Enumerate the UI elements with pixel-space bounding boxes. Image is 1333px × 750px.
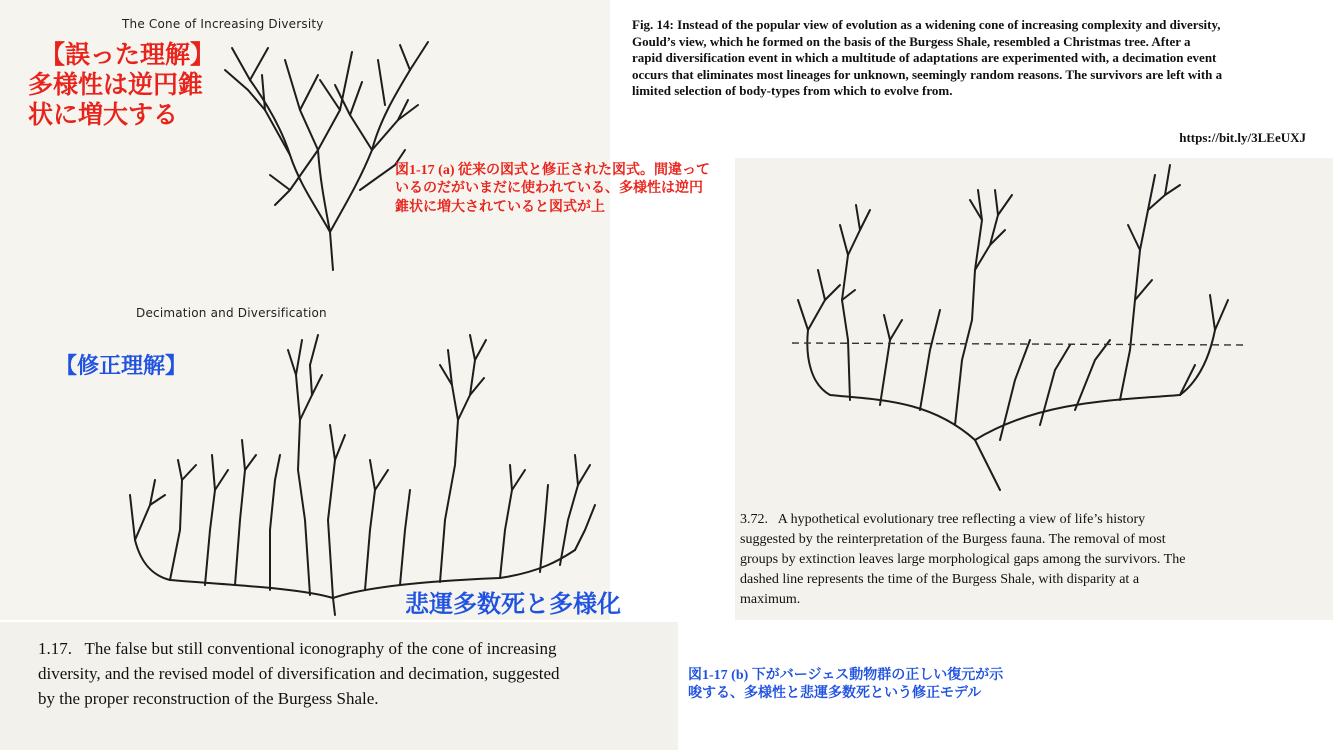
wrong-understanding-label xyxy=(28,40,216,130)
caption-3-72-line-3: groups by extinction leaves large morphological gaps among the survivors. The xyxy=(740,552,1186,567)
fig14-line-4: occurs that eliminates most lineages for unknown, seemingly random reasons. The survivors are left with a xyxy=(632,66,1223,82)
note-b-line-1: 図1-17 (b) 下がバージェス動物群の正しい復元が示 xyxy=(688,668,1004,683)
fig14-line-1: Fig. 14: Instead of the popular view of evolution as a widening cone of increasing complexity and diversity, xyxy=(632,17,1221,32)
figure-1-17-caption xyxy=(38,636,560,711)
fig14-line-2: Gould’s view, which he formed on the basis of the Burgess Shale, resembled a Christmas tree. After a xyxy=(632,33,1191,49)
caption-3-72-line-5: maximum. xyxy=(740,592,801,607)
decimation-diversification-label: 悲運多数死と多様化 xyxy=(405,590,621,618)
note-a-line-2: いるのだがいまだに使われている、多様性は逆円 xyxy=(395,181,703,197)
fig14-line-3: rapid diversification event in which a multitude of adaptations are experimented with, a decimation event xyxy=(632,50,1217,65)
caption-3-72-line-2: suggested by the reinterpretation of the Burgess fauna. The removal of most xyxy=(740,532,1166,547)
source-url: https://bit.ly/3LEeUXJ xyxy=(1179,130,1306,145)
note-a-line-3: 錐状に増大されていると図式が上 xyxy=(395,199,605,215)
burgess-shale-dashed-line xyxy=(792,343,1245,345)
caption-3-72-line-1: 3.72. A hypothetical evolutionary tree reflecting a view of life’s history xyxy=(740,512,1146,527)
figure-3-72-caption xyxy=(740,510,1325,610)
decimation-tree xyxy=(130,335,595,615)
note-b xyxy=(688,667,1003,704)
fig14-description xyxy=(632,17,1322,100)
cone-figure-title: The Cone of Increasing Diversity xyxy=(122,17,324,31)
cone-tree xyxy=(225,42,428,270)
caption-3-72-line-4: dashed line represents the time of the Burgess Shale, with disparity at a xyxy=(740,572,1140,587)
caption-1-17-line-2: diversity, and the revised model of diversification and decimation, suggested xyxy=(38,664,560,683)
caption-1-17-line-3: by the proper reconstruction of the Burgess Shale. xyxy=(38,689,379,708)
wrong-label-line-2: 多様性は逆円錐 xyxy=(28,70,204,99)
note-a-line-1: 図1-17 (a) 従来の図式と修正された図式。間違って xyxy=(395,163,710,178)
note-a xyxy=(395,162,710,217)
correct-understanding-label: 【修正理解】 xyxy=(55,354,188,379)
caption-1-17-line-1: 1.17. The false but still conventional iconography of the cone of increasing xyxy=(38,639,557,658)
wrong-label-line-1: 【誤った理解】 xyxy=(40,40,216,69)
wrong-label-line-3: 状に増大する xyxy=(28,100,179,129)
decimation-figure-title: Decimation and Diversification xyxy=(136,306,327,320)
hypothetical-tree xyxy=(798,165,1228,490)
note-b-line-2: 唆する、多様性と悲運多数死という修正モデル xyxy=(688,686,982,702)
fig14-line-5: limited selection of body-types from which to evolve from. xyxy=(632,83,953,98)
